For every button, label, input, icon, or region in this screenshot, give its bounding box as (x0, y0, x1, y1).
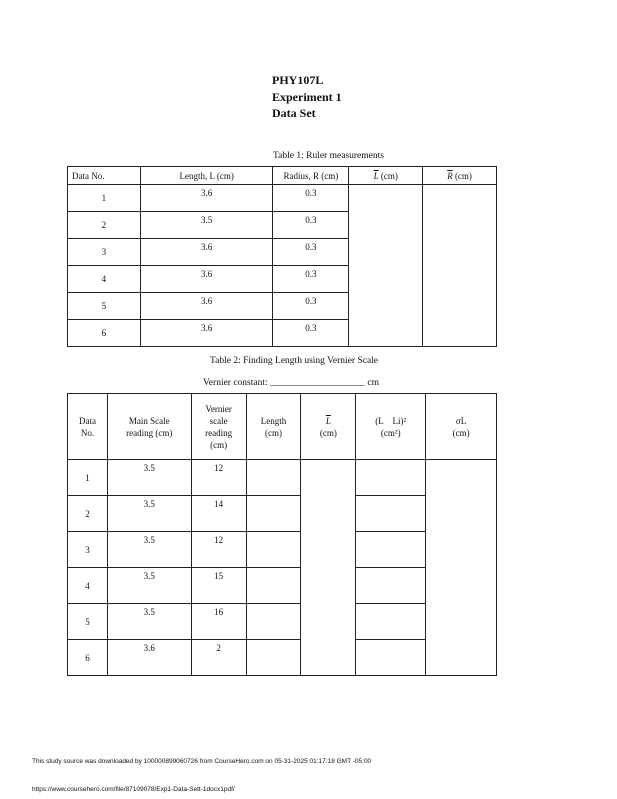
table-row (68, 185, 497, 212)
course-code: PHY107L (272, 73, 324, 87)
main-scale-cell: 3.5 (107, 532, 191, 568)
main-scale-cell: 3.5 (107, 496, 191, 532)
length-cell: 3.6 (140, 266, 273, 293)
header-vernier-scale: Vernier scale reading (cm) (191, 394, 246, 460)
header-length: Length (cm) (246, 394, 301, 460)
header-mean-length (349, 167, 423, 185)
row-number: 5 (68, 604, 108, 640)
header-deviation-squared: (L Li)² (cm²) (356, 394, 426, 460)
deviation-cell (356, 568, 426, 604)
table1-header-row (68, 167, 497, 185)
deviation-cell (356, 640, 426, 676)
table2-caption: Table 2: Finding Length using Vernier Scale (210, 356, 379, 366)
table-row (68, 460, 497, 496)
vernier-scale-cell: 12 (191, 460, 246, 496)
row-number: 1 (68, 185, 141, 212)
radius-cell: 0.3 (273, 320, 349, 347)
radius-cell: 0.3 (273, 293, 349, 320)
header-length: Length, L (cm) (140, 167, 273, 185)
table1-caption: Table 1: Ruler measurements (273, 151, 384, 161)
main-scale-cell: 3.5 (107, 568, 191, 604)
row-number: 3 (68, 532, 108, 568)
length-cell: 3.5 (140, 212, 273, 239)
length-cell: 3.6 (140, 239, 273, 266)
length-cell (246, 604, 301, 640)
vernier-scale-cell: 14 (191, 496, 246, 532)
vernier-scale-cell: 16 (191, 604, 246, 640)
vernier-scale-cell: 15 (191, 568, 246, 604)
mean-length-symbol: $\overline{L}$ (373, 170, 379, 181)
length-cell: 3.6 (140, 293, 273, 320)
mean-radius-cell (423, 185, 497, 347)
mean-radius-symbol: $\overline{R}$ (447, 170, 453, 181)
header-data-no: Data No. (68, 167, 141, 185)
data-set-title: Data Set (272, 106, 316, 120)
header-sigma: σL (cm) (426, 394, 497, 460)
header-data-no: Data No. (68, 394, 108, 460)
row-number: 6 (68, 640, 108, 676)
vernier-scale-table (67, 393, 497, 676)
row-number: 2 (68, 212, 141, 239)
vernier-scale-cell: 2 (191, 640, 246, 676)
length-cell: 3.6 (140, 185, 273, 212)
deviation-cell (356, 496, 426, 532)
radius-cell: 0.3 (273, 212, 349, 239)
main-scale-cell: 3.5 (107, 604, 191, 640)
document-title-block (272, 72, 342, 122)
mean-length-unit: (cm) (380, 170, 398, 181)
mean-length-cell (301, 460, 356, 676)
header-mean-radius (423, 167, 497, 185)
radius-cell: 0.3 (273, 266, 349, 293)
deviation-cell (356, 460, 426, 496)
header-radius: Radius, R (cm) (273, 167, 349, 185)
vernier-constant-label: Vernier constant: ____________________ cm (203, 378, 379, 388)
header-mean-length: $\overline{L}$ (cm) (301, 394, 356, 460)
row-number: 4 (68, 266, 141, 293)
vernier-scale-cell: 12 (191, 532, 246, 568)
length-cell (246, 568, 301, 604)
main-scale-cell: 3.5 (107, 460, 191, 496)
row-number: 5 (68, 293, 141, 320)
sigma-cell (426, 460, 497, 676)
mean-length-cell (349, 185, 423, 347)
row-number: 4 (68, 568, 108, 604)
row-number: 2 (68, 496, 108, 532)
table2-header-row (68, 394, 497, 460)
row-number: 1 (68, 460, 108, 496)
radius-cell: 0.3 (273, 239, 349, 266)
radius-cell: 0.3 (273, 185, 349, 212)
length-cell: 3.6 (140, 320, 273, 347)
experiment-title: Experiment 1 (272, 89, 342, 104)
deviation-cell (356, 532, 426, 568)
length-cell (246, 460, 301, 496)
length-cell (246, 532, 301, 568)
mean-radius-unit: (cm) (454, 170, 472, 181)
row-number: 6 (68, 320, 141, 347)
ruler-measurements-table (67, 166, 497, 347)
main-scale-cell: 3.6 (107, 640, 191, 676)
download-notice: This study source was downloaded by 100000899060726 from CourseHero.com on 05-31-2025 01:17:18 GMT -05:00 (32, 758, 372, 765)
row-number: 3 (68, 239, 141, 266)
length-cell (246, 496, 301, 532)
source-url-link[interactable]: https://www.coursehero.com/file/87109078/Exp1-Data-Sett-1docx1pdf/ (32, 786, 235, 793)
header-main-scale: Main Scale reading (cm) (107, 394, 191, 460)
deviation-cell (356, 604, 426, 640)
length-cell (246, 640, 301, 676)
